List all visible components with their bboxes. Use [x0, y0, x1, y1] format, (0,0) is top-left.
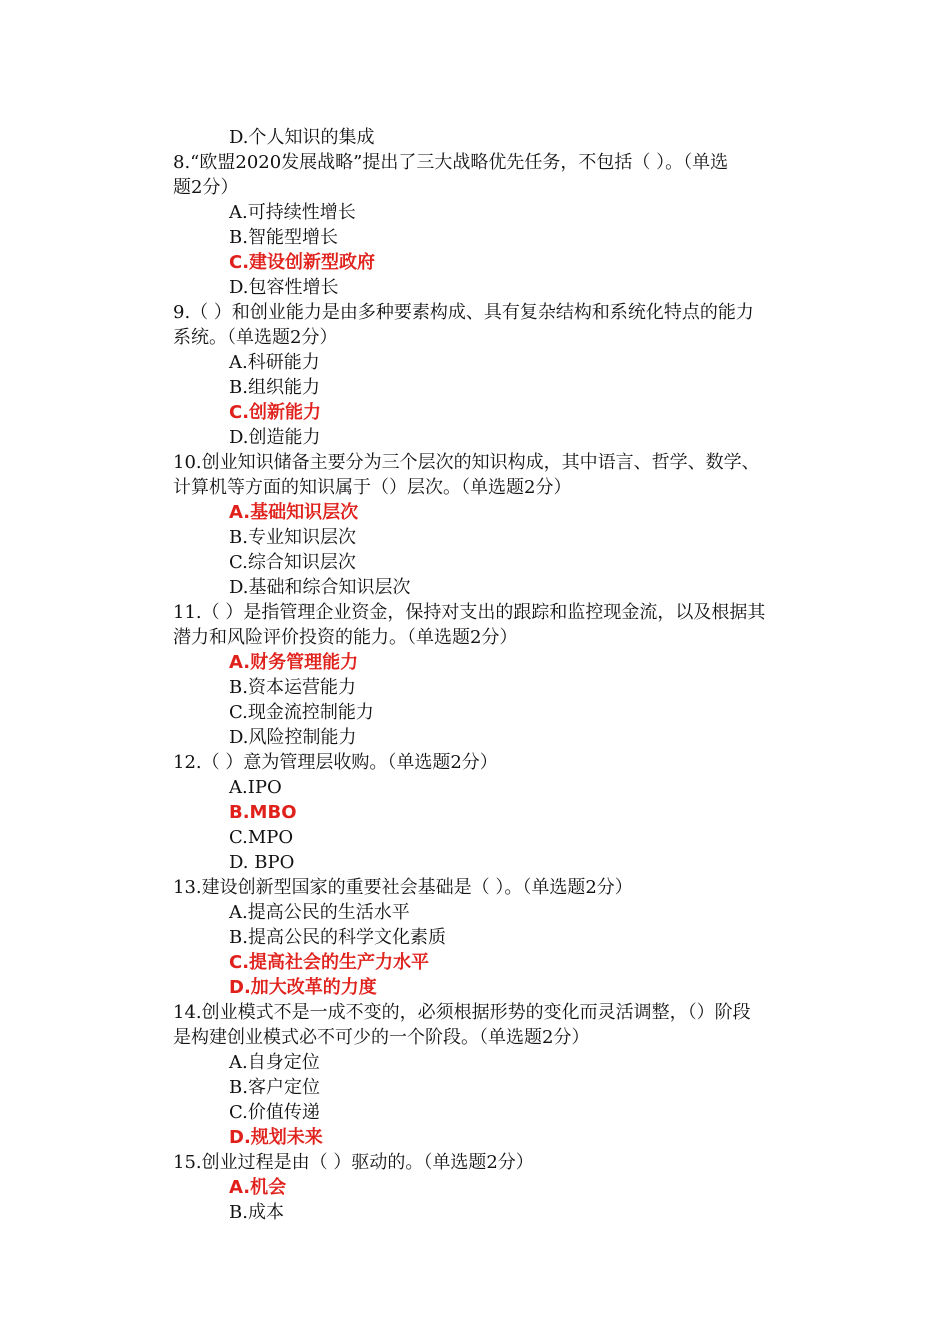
question-text: 11.（ ）是指管理企业资金，保持对支出的跟踪和监控现金流，以及根据其	[173, 602, 766, 623]
answer-option: B.成本	[229, 1202, 284, 1223]
answer-option-correct: A.基础知识层次	[229, 502, 359, 523]
answer-option-correct: D.规划未来	[229, 1127, 323, 1148]
question-text: 9.（ ）和创业能力是由多种要素构成、具有复杂结构和系统化特点的能力	[173, 302, 754, 323]
question-text: 10.创业知识储备主要分为三个层次的知识构成，其中语言、哲学、数学、	[173, 452, 760, 473]
answer-option: B.提高公民的科学文化素质	[229, 927, 446, 948]
answer-option: C.MPO	[229, 827, 294, 848]
answer-option-correct: C.提高社会的生产力水平	[229, 952, 430, 973]
answer-option: A.自身定位	[229, 1052, 320, 1073]
question-text: 题2分）	[173, 177, 239, 198]
answer-option-correct: C.建设创新型政府	[229, 252, 376, 273]
answer-option: D.风险控制能力	[229, 727, 357, 748]
answer-option: C.综合知识层次	[229, 552, 356, 573]
answer-option: B.资本运营能力	[229, 677, 356, 698]
question-text: 8.“欧盟2020发展战略”提出了三大战略优先任务，不包括（ ）。（单选	[173, 152, 729, 173]
answer-option-correct: C.创新能力	[229, 402, 322, 423]
question-text: 系统。（单选题2分）	[173, 327, 338, 348]
answer-option: D.包容性增长	[229, 277, 339, 298]
answer-option: A.提高公民的生活水平	[229, 902, 410, 923]
answer-option-correct: B.MBO	[229, 802, 297, 823]
answer-option: B.专业知识层次	[229, 527, 356, 548]
answer-option: C.价值传递	[229, 1102, 320, 1123]
answer-option-correct: D.加大改革的力度	[229, 977, 377, 998]
question-text: 13.建设创新型国家的重要社会基础是（ ）。（单选题2分）	[173, 877, 633, 898]
answer-option: D.创造能力	[229, 427, 321, 448]
question-text: 15.创业过程是由（ ）驱动的。（单选题2分）	[173, 1152, 534, 1173]
question-text: 是构建创业模式必不可少的一个阶段。（单选题2分）	[173, 1027, 590, 1048]
answer-option: D.基础和综合知识层次	[229, 577, 411, 598]
answer-option: A.IPO	[229, 777, 282, 798]
question-text: 14.创业模式不是一成不变的，必须根据形势的变化而灵活调整，（）阶段	[173, 1002, 751, 1023]
answer-option: C.现金流控制能力	[229, 702, 374, 723]
answer-option: B.智能型增长	[229, 227, 338, 248]
answer-option-correct: A.机会	[229, 1177, 287, 1198]
question-list	[173, 125, 813, 1225]
answer-option: B.组织能力	[229, 377, 320, 398]
answer-option: A.可持续性增长	[229, 202, 356, 223]
answer-option-correct: A.财务管理能力	[229, 652, 359, 673]
answer-option: D. BPO	[229, 852, 295, 873]
answer-option: B.客户定位	[229, 1077, 320, 1098]
answer-option: D.个人知识的集成	[229, 127, 375, 148]
question-text: 潜力和风险评价投资的能力。（单选题2分）	[173, 627, 518, 648]
answer-option: A.科研能力	[229, 352, 320, 373]
question-text: 计算机等方面的知识属于（）层次。（单选题2分）	[173, 477, 572, 498]
question-text: 12.（ ）意为管理层收购。（单选题2分）	[173, 752, 498, 773]
